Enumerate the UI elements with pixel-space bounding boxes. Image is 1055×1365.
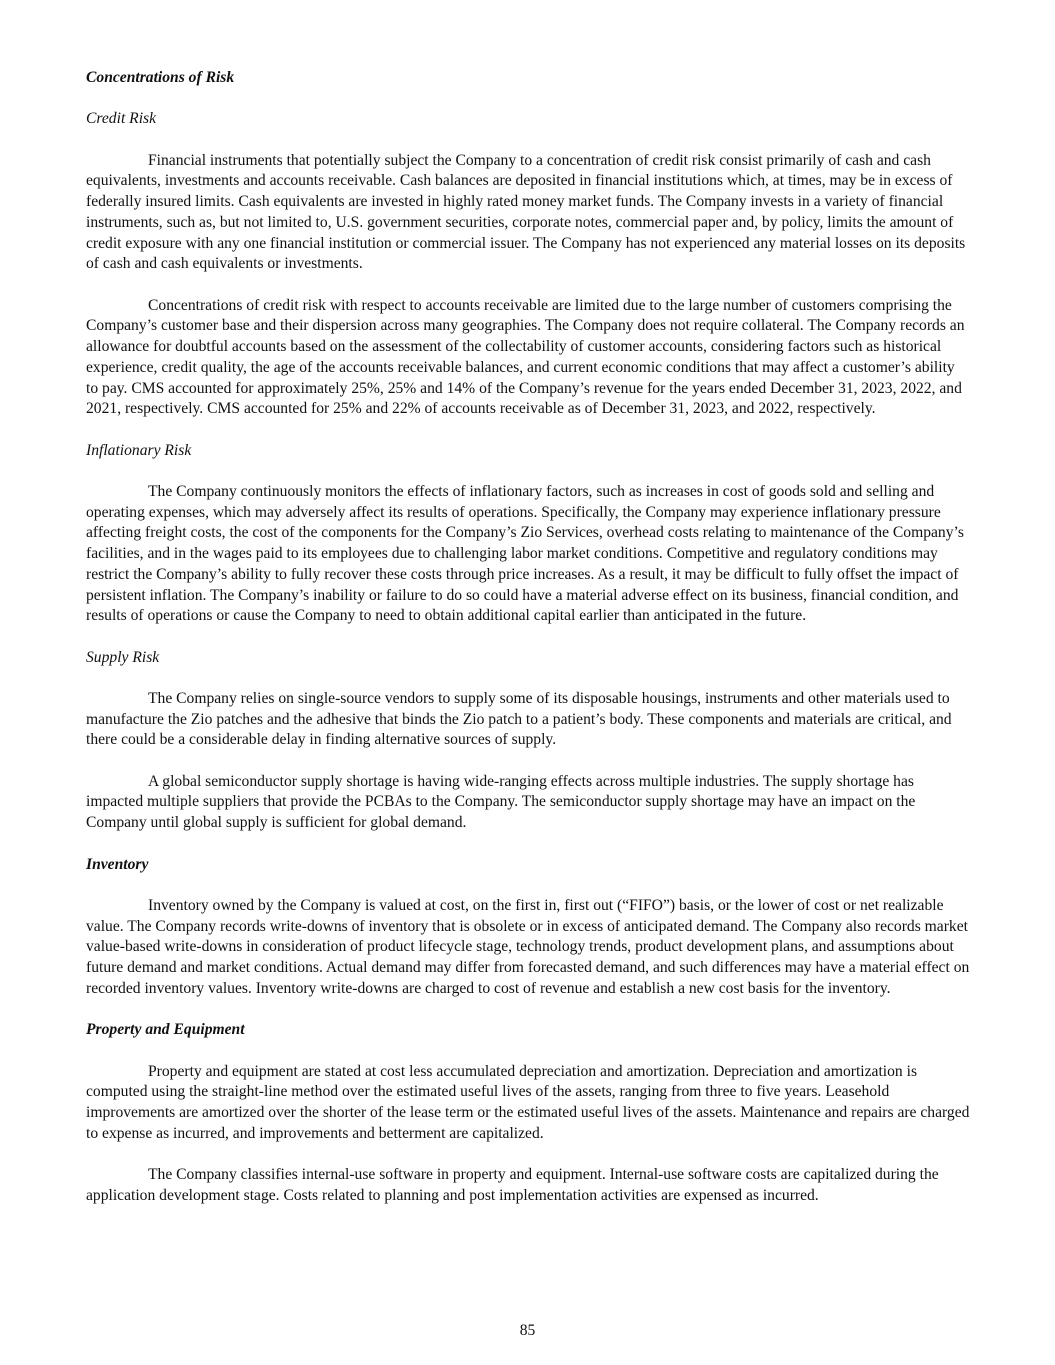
document-page xyxy=(86,68,970,1206)
inventory-paragraph: Inventory owned by the Company is valued at cost, on the first in, first out (“FIFO”) basis, or the lower of cost or net realizable value. The Company records write-downs of inventory that is obsolete or in excess of anticipated demand. The Company also records market value-based write-downs in consideration of product lifecycle stage, technology trends, product development plans, and assumptions about future demand and market conditions. Actual demand may differ from forecasted demand, and such differences may have a material effect on recorded inventory values. Inventory write-downs are charged to cost of revenue and establish a new cost basis for the inventory. xyxy=(86,896,970,997)
heading-concentrations-of-risk: Concentrations of Risk xyxy=(86,69,235,86)
page-number: 85 xyxy=(519,1322,536,1339)
property-paragraph-1: Property and equipment are stated at cost less accumulated depreciation and amortization. Depreciation and amortization is computed using the straight-line method over the estimated useful lives of the assets, ranging from three to five years. Leasehold improvements are amortized over the shorter of the lease term or the estimated useful lives of the assets. Maintenance and repairs are charged to expense as incurred, and improvements and betterment are capitalized. xyxy=(86,1062,970,1142)
inflationary-risk-paragraph: The Company continuously monitors the effects of inflationary factors, such as increases in cost of goods sold and selling and operating expenses, which may adversely affect its results of operations. Specifically, the Company may experience inflationary pressure affecting freight costs, the cost of the components for the Company’s Zio Services, overhead costs relating to maintenance of the Company’s facilities, and in the wages paid to its employees due to challenging labor market conditions. Competitive and regulatory conditions may restrict the Company’s ability to fully recover these costs through price increases. As a result, it may be difficult to fully offset the impact of persistent inflation. The Company’s inability or failure to do so could have a material adverse effect on its business, financial condition, and results of operations or cause the Company to need to obtain additional capital earlier than anticipated in the future. xyxy=(86,482,964,625)
heading-credit-risk: Credit Risk xyxy=(86,110,157,128)
credit-risk-paragraph-1: Financial instruments that potentially subject the Company to a concentration of credit risk consist primarily of cash and cash equivalents, investments and accounts receivable. Cash balances are deposited in financial institutions which, at times, may be in excess of federally insured limits. Cash equivalents are invested in highly rated money market funds. The Company invests in a variety of financial instruments, such as, but not limited to, U.S. government securities, corporate notes, commercial paper and, by policy, limits the amount of credit exposure with any one financial institution or commercial issuer. The Company has not experienced any material losses on its deposits of cash and cash equivalents or investments. xyxy=(86,151,966,273)
heading-inventory: Inventory xyxy=(86,855,149,873)
heading-inflationary-risk: Inflationary Risk xyxy=(86,441,192,459)
heading-supply-risk: Supply Risk xyxy=(86,648,160,666)
supply-risk-paragraph-1: The Company relies on single-source vendors to supply some of its disposable housings, instruments and other materials used to manufacture the Zio patches and the adhesive that binds the Zio patch to a patient’s body. These components and materials are critical, and there could be a considerable delay in finding alternative sources of supply. xyxy=(86,689,952,749)
property-paragraph-2: The Company classifies internal-use software in property and equipment. Internal-use software costs are capitalized during the application development stage. Costs related to planning and post implementation activities are expensed as incurred. xyxy=(86,1166,939,1204)
heading-property-and-equipment: Property and Equipment xyxy=(86,1021,245,1039)
credit-risk-paragraph-2: Concentrations of credit risk with respect to accounts receivable are limited due to the large number of customers comprising the Company’s customer base and their dispersion across many geographies. The Company does not require collateral. The Company records an allowance for doubtful accounts based on the assessment of the collectability of customer accounts, considering factors such as historical experience, credit quality, the age of the accounts receivable balances, and current economic conditions that may affect a customer’s ability to pay. CMS accounted for approximately 25%, 25% and 14% of the Company’s revenue for the years ended December 31, 2023, 2022, and 2021, respectively. CMS accounted for 25% and 22% of accounts receivable as of December 31, 2023, and 2022, respectively. xyxy=(86,296,965,418)
supply-risk-paragraph-2: A global semiconductor supply shortage is having wide-ranging effects across multiple industries. The supply shortage has impacted multiple suppliers that provide the PCBAs to the Company. The semiconductor supply shortage may have an impact on the Company until global supply is sufficient for global demand. xyxy=(86,772,916,832)
